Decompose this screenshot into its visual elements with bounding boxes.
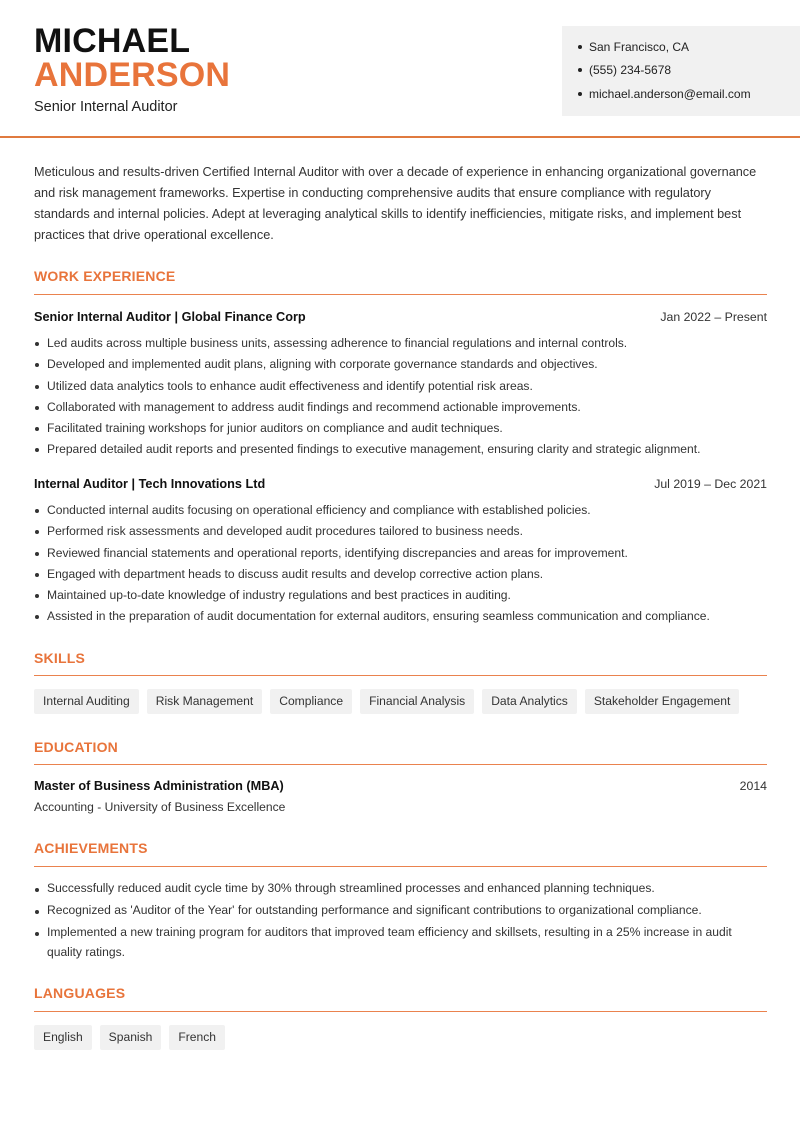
job-role: Internal Auditor | Tech Innovations Ltd xyxy=(34,477,266,491)
skills-list xyxy=(34,689,739,714)
job-1-bullets xyxy=(34,333,769,461)
list-item: Implemented a new training program for auditors that improved team efficiency and skillsets, resulting in a 25% increase in audit quality ratings. xyxy=(34,923,734,962)
contact-location: San Francisco, CA xyxy=(578,40,689,54)
list-item: Developed and implemented audit plans, aligning with corporate governance standards and objectives. xyxy=(34,354,769,375)
list-item: Collaborated with management to address audit findings and recommend actionable improvements. xyxy=(34,397,769,418)
language-tag: French xyxy=(169,1025,225,1050)
list-item: Recognized as 'Auditor of the Year' for outstanding performance and significant contributions to organizational compliance. xyxy=(34,901,734,921)
skill-tag: Stakeholder Engagement xyxy=(585,689,740,714)
skill-tag: Data Analytics xyxy=(482,689,577,714)
bullet-icon xyxy=(578,92,582,96)
section-title-education: EDUCATION xyxy=(34,739,118,755)
list-item: Utilized data analytics tools to enhance audit effectiveness and identify potential risk areas. xyxy=(34,376,769,397)
list-item: Facilitated training workshops for junior auditors on compliance and audit techniques. xyxy=(34,418,769,439)
contact-phone: (555) 234-5678 xyxy=(578,63,671,77)
language-tag: Spanish xyxy=(100,1025,162,1050)
job-entry-2 xyxy=(34,477,767,491)
section-divider xyxy=(34,294,767,295)
education-school: Accounting - University of Business Excellence xyxy=(34,800,286,814)
section-title-languages: LANGUAGES xyxy=(34,985,126,1001)
language-tag: English xyxy=(34,1025,92,1050)
last-name: ANDERSON xyxy=(34,56,231,94)
section-title-work: WORK EXPERIENCE xyxy=(34,268,176,284)
bullet-icon xyxy=(578,45,582,49)
section-divider xyxy=(34,866,767,867)
languages-list xyxy=(34,1025,225,1050)
job-role: Senior Internal Auditor | Global Finance Corp xyxy=(34,310,306,324)
skill-tag: Internal Auditing xyxy=(34,689,139,714)
skill-tag: Compliance xyxy=(270,689,352,714)
contact-email[interactable]: michael.anderson@email.com xyxy=(578,87,751,101)
achievements-list xyxy=(34,879,734,965)
section-divider xyxy=(34,1011,767,1012)
list-item: Assisted in the preparation of audit documentation for external auditors, ensuring seamless communication and compliance. xyxy=(34,606,769,627)
job-title: Senior Internal Auditor xyxy=(34,99,178,115)
education-degree: Master of Business Administration (MBA) xyxy=(34,779,284,793)
list-item: Reviewed financial statements and operational reports, identifying discrepancies and areas for improvement. xyxy=(34,543,769,564)
education-year: 2014 xyxy=(739,779,767,793)
list-item: Engaged with department heads to discuss audit results and develop corrective action plans. xyxy=(34,564,769,585)
section-title-skills: SKILLS xyxy=(34,650,85,666)
list-item: Prepared detailed audit reports and presented findings to executive management, ensuring clarity and strategic alignment. xyxy=(34,439,769,460)
bullet-icon xyxy=(578,68,582,72)
first-name: MICHAEL xyxy=(34,22,191,60)
summary: Meticulous and results-driven Certified Internal Auditor with over a decade of experience in enhancing organizational governance and risk management frameworks. Expertise in conducting comprehensive audits that ensure compliance with regulatory standards and internal policies. Adept at leveraging analytical skills to identify inefficiencies, mitigate risks, and implement best practices that drive operational excellence. xyxy=(34,165,757,242)
job-2-bullets xyxy=(34,500,769,628)
list-item: Performed risk assessments and developed audit procedures tailored to business needs. xyxy=(34,521,769,542)
skill-tag: Financial Analysis xyxy=(360,689,474,714)
list-item: Conducted internal audits focusing on operational efficiency and compliance with established policies. xyxy=(34,500,769,521)
list-item: Led audits across multiple business units, assessing adherence to financial regulations and internal controls. xyxy=(34,333,769,354)
job-entry-1 xyxy=(34,310,767,324)
section-divider xyxy=(34,764,767,765)
section-divider xyxy=(34,675,767,676)
job-dates: Jan 2022 – Present xyxy=(660,310,767,324)
contact-box xyxy=(562,26,800,116)
skill-tag: Risk Management xyxy=(147,689,262,714)
section-title-achievements: ACHIEVEMENTS xyxy=(34,840,148,856)
resume-header xyxy=(0,0,800,138)
list-item: Maintained up-to-date knowledge of industry regulations and best practices in auditing. xyxy=(34,585,769,606)
job-dates: Jul 2019 – Dec 2021 xyxy=(654,477,767,491)
list-item: Successfully reduced audit cycle time by 30% through streamlined processes and enhanced planning techniques. xyxy=(34,879,734,899)
